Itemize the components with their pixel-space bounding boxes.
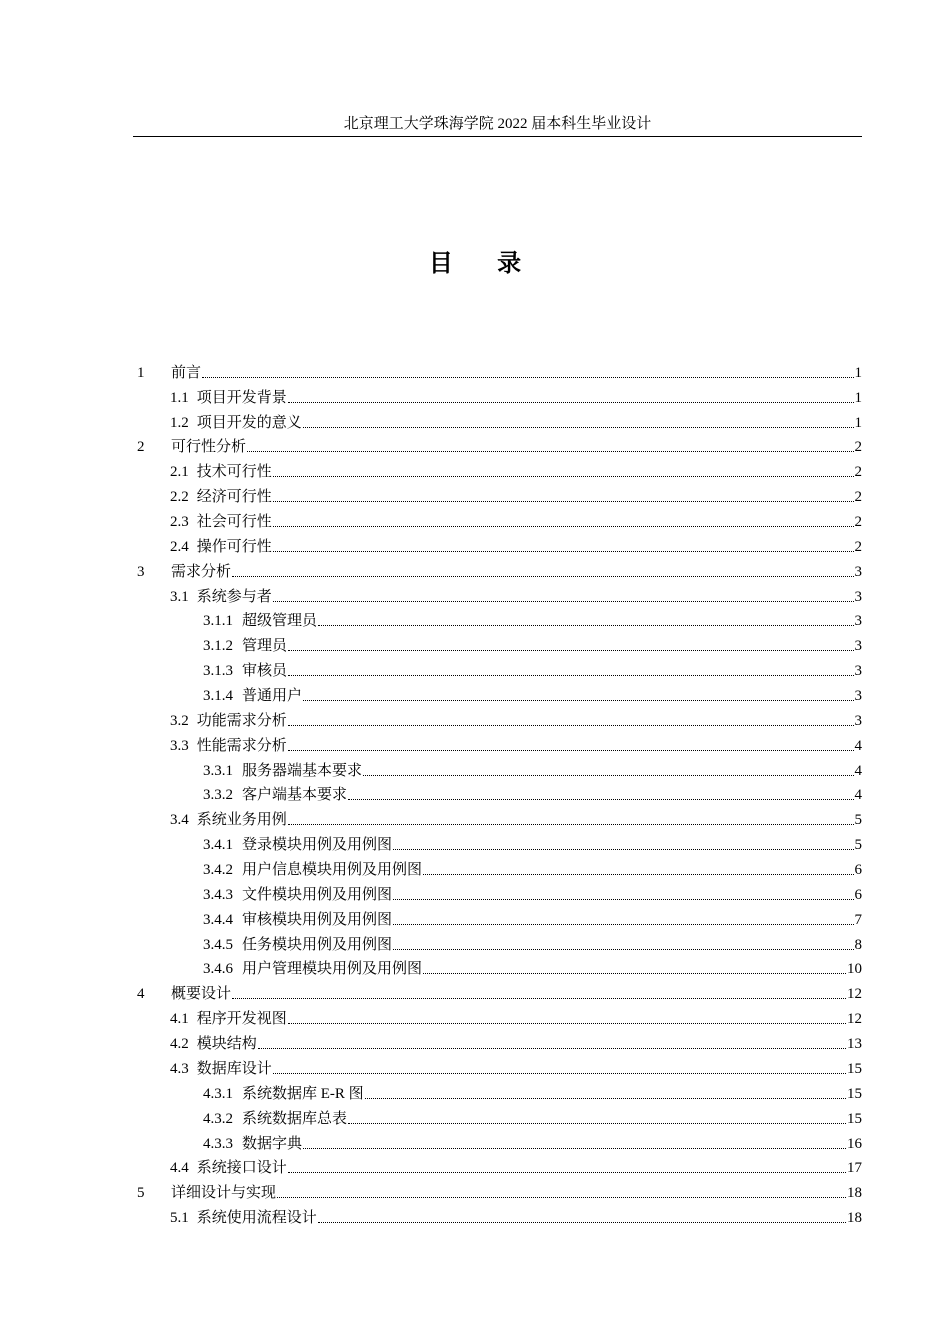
toc-entry-number: 2.3	[170, 514, 189, 531]
toc-entry-number: 5	[137, 1185, 145, 1202]
toc-entry-title: 数据字典	[242, 1135, 303, 1152]
toc-dot-leader	[318, 625, 853, 626]
toc-entry-page: 1	[854, 389, 862, 406]
toc-entry-page: 15	[847, 1110, 862, 1127]
toc-entry-page: 3	[854, 638, 862, 655]
toc-entry-number: 2.2	[170, 489, 189, 506]
toc-entry-page: 10	[847, 961, 862, 978]
toc-entry[interactable]	[137, 531, 862, 556]
toc-entry-page: 17	[847, 1160, 862, 1177]
toc-entry-title: 社会可行性	[196, 514, 272, 531]
page-title: 目 录	[428, 249, 540, 277]
toc-entry-page: 6	[854, 862, 862, 879]
toc-entry-title: 审核员	[242, 663, 288, 680]
toc-dot-leader	[348, 799, 853, 800]
toc-entry[interactable]	[137, 655, 862, 680]
toc-entry-title: 管理员	[242, 638, 288, 655]
toc-entry[interactable]	[137, 357, 862, 382]
toc-dot-leader	[393, 849, 853, 850]
toc-entry-number: 4.2	[170, 1036, 189, 1053]
toc-entry-title: 审核模块用例及用例图	[242, 911, 393, 928]
toc-entry-number: 3.1	[170, 588, 189, 605]
toc-entry[interactable]	[137, 407, 862, 432]
toc-entry-title: 前言	[171, 364, 202, 381]
toc-entry-title: 数据库设计	[196, 1060, 272, 1077]
toc-entry[interactable]	[137, 1103, 862, 1128]
toc-entry-page: 3	[854, 663, 862, 680]
toc-entry-title: 用户管理模块用例及用例图	[242, 961, 423, 978]
toc-entry-page: 8	[854, 936, 862, 953]
toc-dot-leader	[273, 526, 854, 527]
toc-dot-leader	[393, 899, 853, 900]
toc-entry[interactable]	[137, 804, 862, 829]
toc-entry-title: 任务模块用例及用例图	[242, 936, 393, 953]
toc-entry-number: 3.2	[170, 712, 189, 729]
toc-entry[interactable]	[137, 904, 862, 929]
toc-entry-title: 超级管理员	[242, 613, 318, 630]
toc-entry-page: 4	[854, 737, 862, 754]
toc-entry[interactable]	[137, 829, 862, 854]
toc-entry-number: 3.3.2	[203, 787, 233, 804]
toc-entry-title: 系统业务用例	[196, 812, 287, 829]
toc-entry-title: 模块结构	[196, 1036, 257, 1053]
toc-entry[interactable]	[137, 854, 862, 879]
toc-entry-number: 1	[137, 364, 145, 381]
toc-entry-number: 2	[137, 439, 145, 456]
toc-dot-leader	[232, 998, 846, 999]
toc-entry[interactable]	[137, 978, 862, 1003]
toc-entry-title: 系统数据库 E-R 图	[242, 1085, 364, 1102]
toc-entry[interactable]	[137, 1028, 862, 1053]
toc-dot-leader	[273, 601, 854, 602]
toc-dot-leader	[318, 1222, 846, 1223]
toc-entry-page: 12	[847, 986, 862, 1003]
toc-entry-page: 2	[854, 538, 862, 555]
toc-dot-leader	[363, 775, 853, 776]
toc-dot-leader	[247, 451, 853, 452]
toc-dot-leader	[288, 1172, 846, 1173]
toc-dot-leader	[303, 1148, 846, 1149]
toc-entry[interactable]	[137, 680, 862, 705]
toc-entry-title: 用户信息模块用例及用例图	[242, 862, 423, 879]
toc-entry-title: 系统参与者	[196, 588, 272, 605]
table-of-contents	[137, 357, 862, 1227]
toc-entry-number: 4.3.3	[203, 1135, 233, 1152]
toc-dot-leader	[348, 1123, 846, 1124]
toc-entry[interactable]	[137, 456, 862, 481]
toc-entry-number: 3.4.1	[203, 837, 233, 854]
toc-entry-page: 3	[854, 688, 862, 705]
toc-entry-title: 系统数据库总表	[242, 1110, 348, 1127]
toc-entry-number: 3	[137, 563, 145, 580]
toc-dot-leader	[303, 700, 853, 701]
toc-entry[interactable]	[137, 630, 862, 655]
toc-entry-number: 4.1	[170, 1011, 189, 1028]
toc-dot-leader	[202, 377, 853, 378]
toc-entry-page: 15	[847, 1085, 862, 1102]
toc-dot-leader	[423, 874, 853, 875]
toc-entry[interactable]	[137, 1177, 862, 1202]
toc-entry-number: 3.4	[170, 812, 189, 829]
toc-dot-leader	[277, 1197, 846, 1198]
toc-entry-page: 15	[847, 1060, 862, 1077]
toc-entry[interactable]	[137, 879, 862, 904]
toc-entry-page: 3	[854, 613, 862, 630]
toc-dot-leader	[423, 973, 846, 974]
toc-dot-leader	[288, 675, 853, 676]
toc-entry-page: 5	[854, 837, 862, 854]
toc-dot-leader	[273, 476, 854, 477]
toc-entry-page: 13	[847, 1036, 862, 1053]
toc-entry[interactable]	[137, 755, 862, 780]
toc-entry-title: 程序开发视图	[196, 1011, 287, 1028]
toc-entry-page: 16	[847, 1135, 862, 1152]
toc-entry-number: 3.4.4	[203, 911, 233, 928]
toc-entry-page: 3	[854, 563, 862, 580]
toc-entry-page: 3	[854, 588, 862, 605]
toc-entry[interactable]	[137, 432, 862, 457]
toc-entry-page: 18	[847, 1210, 862, 1227]
toc-entry-number: 4.4	[170, 1160, 189, 1177]
toc-entry-number: 3.3	[170, 737, 189, 754]
toc-entry-number: 3.1.3	[203, 663, 233, 680]
toc-dot-leader	[232, 576, 853, 577]
toc-entry[interactable]	[137, 382, 862, 407]
toc-entry-number: 2.4	[170, 538, 189, 555]
toc-entry-page: 18	[847, 1185, 862, 1202]
toc-entry[interactable]	[137, 954, 862, 979]
toc-dot-leader	[393, 949, 853, 950]
toc-entry-title: 概要设计	[171, 986, 232, 1003]
toc-dot-leader	[365, 1098, 846, 1099]
toc-entry[interactable]	[137, 929, 862, 954]
toc-entry[interactable]	[137, 506, 862, 531]
toc-dot-leader	[303, 427, 854, 428]
toc-entry-page: 1	[854, 364, 862, 381]
toc-dot-leader	[258, 1048, 846, 1049]
toc-entry-title: 详细设计与实现	[171, 1185, 277, 1202]
toc-entry-title: 系统接口设计	[196, 1160, 287, 1177]
toc-entry-number: 3.1.4	[203, 688, 233, 705]
toc-entry[interactable]	[137, 1078, 862, 1103]
toc-entry-page: 12	[847, 1011, 862, 1028]
toc-entry-number: 3.4.2	[203, 862, 233, 879]
toc-entry[interactable]	[137, 1153, 862, 1178]
toc-entry-page: 2	[854, 464, 862, 481]
toc-dot-leader	[288, 824, 854, 825]
toc-entry-title: 性能需求分析	[196, 737, 287, 754]
toc-entry-page: 6	[854, 886, 862, 903]
toc-entry-title: 经济可行性	[196, 489, 272, 506]
toc-entry-title: 可行性分析	[171, 439, 247, 456]
toc-entry-title: 技术可行性	[196, 464, 272, 481]
toc-entry-number: 4.3	[170, 1060, 189, 1077]
toc-entry-page: 1	[854, 414, 862, 431]
toc-entry-number: 5.1	[170, 1210, 189, 1227]
toc-entry-title: 普通用户	[242, 688, 303, 705]
toc-entry-title: 登录模块用例及用例图	[242, 837, 393, 854]
toc-dot-leader	[288, 750, 854, 751]
toc-dot-leader	[288, 650, 853, 651]
header-rule	[133, 136, 862, 137]
running-header: 北京理工大学珠海学院 2022 届本科生毕业设计	[343, 116, 652, 132]
toc-dot-leader	[288, 725, 854, 726]
toc-entry-number: 3.4.5	[203, 936, 233, 953]
toc-dot-leader	[393, 924, 853, 925]
toc-entry-page: 4	[854, 787, 862, 804]
toc-entry[interactable]	[137, 606, 862, 631]
toc-entry-number: 3.1.1	[203, 613, 233, 630]
toc-entry[interactable]	[137, 1003, 862, 1028]
toc-entry[interactable]	[137, 705, 862, 730]
toc-entry-title: 需求分析	[171, 563, 232, 580]
toc-entry-page: 2	[854, 439, 862, 456]
toc-dot-leader	[273, 501, 854, 502]
toc-entry-number: 1.2	[170, 414, 189, 431]
toc-entry-page: 7	[854, 911, 862, 928]
toc-entry-page: 2	[854, 489, 862, 506]
toc-entry-page: 4	[854, 762, 862, 779]
toc-entry-title: 客户端基本要求	[242, 787, 348, 804]
toc-entry[interactable]	[137, 556, 862, 581]
toc-entry-number: 4	[137, 986, 145, 1003]
toc-entry[interactable]	[137, 1128, 862, 1153]
toc-entry-title: 服务器端基本要求	[242, 762, 363, 779]
toc-entry-number: 3.1.2	[203, 638, 233, 655]
toc-entry-number: 3.3.1	[203, 762, 233, 779]
toc-entry[interactable]	[137, 1202, 862, 1227]
toc-entry-title: 功能需求分析	[196, 712, 287, 729]
toc-entry[interactable]	[137, 581, 862, 606]
toc-entry-number: 3.4.3	[203, 886, 233, 903]
toc-entry[interactable]	[137, 780, 862, 805]
toc-entry-title: 文件模块用例及用例图	[242, 886, 393, 903]
toc-entry-page: 5	[854, 812, 862, 829]
toc-entry-page: 3	[854, 712, 862, 729]
toc-dot-leader	[288, 1023, 846, 1024]
toc-entry[interactable]	[137, 1053, 862, 1078]
toc-entry[interactable]	[137, 481, 862, 506]
toc-entry-number: 4.3.1	[203, 1085, 233, 1102]
toc-entry-page: 2	[854, 514, 862, 531]
toc-entry[interactable]	[137, 730, 862, 755]
toc-entry-title: 系统使用流程设计	[196, 1210, 317, 1227]
toc-entry-number: 3.4.6	[203, 961, 233, 978]
toc-entry-title: 项目开发背景	[196, 389, 287, 406]
toc-dot-leader	[288, 402, 854, 403]
toc-entry-title: 操作可行性	[196, 538, 272, 555]
toc-entry-number: 2.1	[170, 464, 189, 481]
toc-dot-leader	[273, 551, 854, 552]
toc-entry-title: 项目开发的意义	[196, 414, 302, 431]
toc-entry-number: 4.3.2	[203, 1110, 233, 1127]
toc-dot-leader	[273, 1073, 846, 1074]
toc-entry-number: 1.1	[170, 389, 189, 406]
